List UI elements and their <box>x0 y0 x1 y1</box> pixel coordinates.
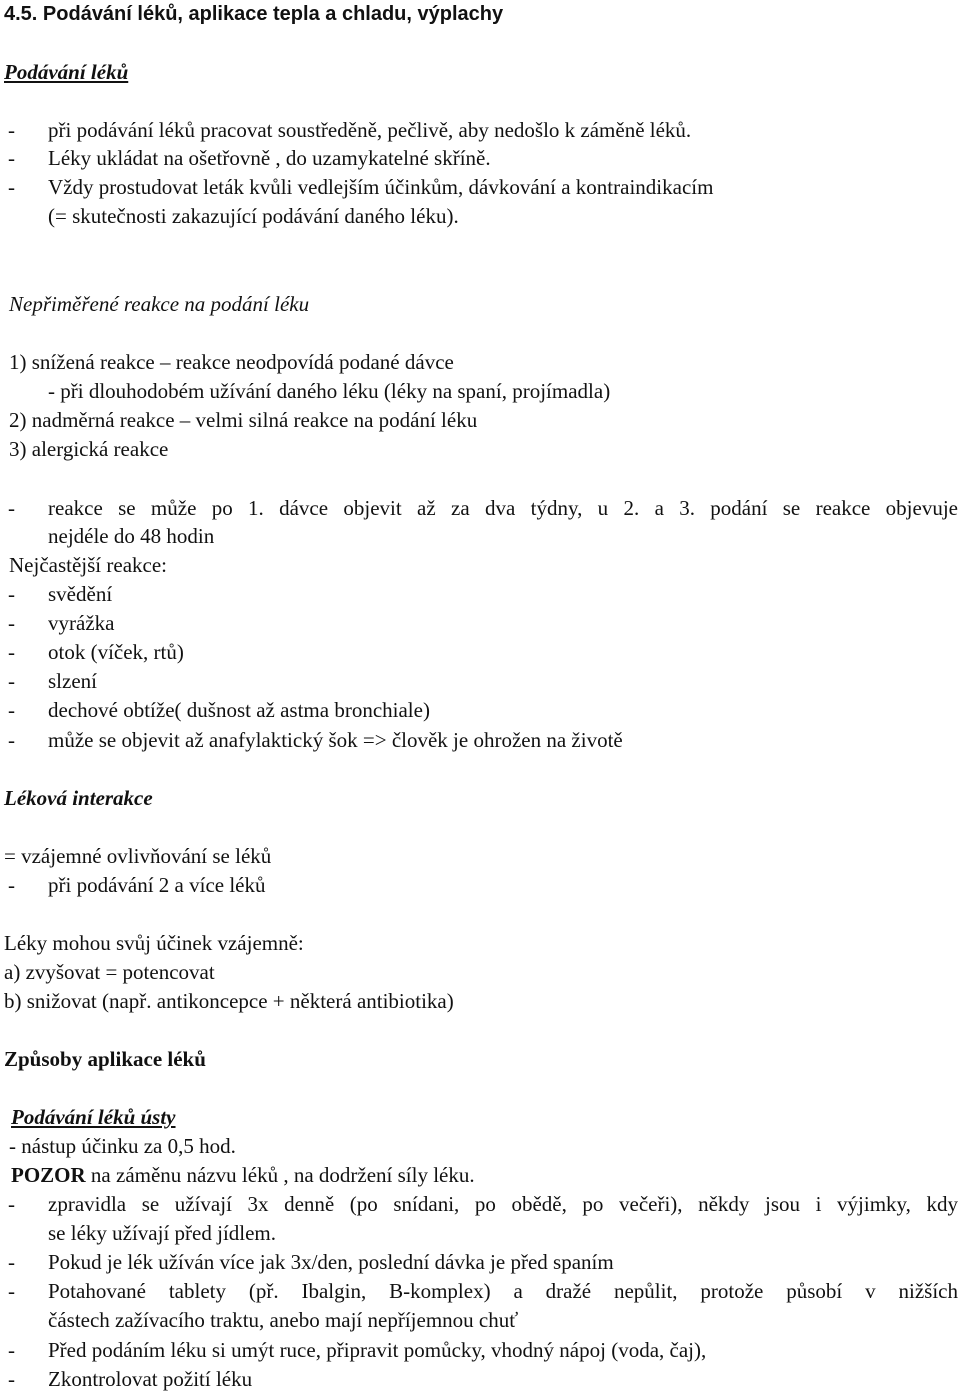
warning-text: na záměnu názvu léků , na dodržení síly léku. <box>85 1163 475 1187</box>
list-item <box>0 1367 960 1391</box>
list-item <box>0 873 960 897</box>
dash-marker: - <box>8 175 15 199</box>
dash-marker: - <box>8 582 15 606</box>
effect-a: a) zvyšovat = potencovat <box>4 960 215 984</box>
list-item-continuation: částech zažívacího traktu, anebo mají nepříjemnou chuť <box>48 1308 519 1332</box>
warning-label: POZOR <box>11 1163 86 1187</box>
effect-b: b) snižovat (např. antikoncepce + některá antibiotika) <box>4 989 454 1013</box>
list-item-text: při podávání léků pracovat soustředěně, pečlivě, aby nedošlo k záměně léků. <box>48 118 692 142</box>
zpusoby-heading: Způsoby aplikace léků <box>4 1047 206 1071</box>
warning-line <box>11 1163 475 1187</box>
list-item-text: může se objevit až anafylaktický šok => člověk je ohrožen na životě <box>48 728 623 752</box>
list-item <box>0 118 960 142</box>
dash-marker: - <box>8 1279 15 1303</box>
list-item <box>0 1338 960 1362</box>
list-item-text: zpravidla se užívají 3x denně (po snídani, po obědě, po večeři), někdy jsou i výjimky, kdy <box>48 1192 958 1216</box>
interakce-definition: = vzájemné ovlivňování se léků <box>4 844 272 868</box>
list-item-text: Potahované tablety (př. Ibalgin, B-komplex) a dražé nepůlit, protože působí v nižších <box>48 1279 958 1303</box>
dash-marker: - <box>8 728 15 752</box>
list-item <box>0 175 960 199</box>
list-item <box>0 1192 960 1216</box>
list-item <box>0 582 960 606</box>
dash-marker: - <box>8 1338 15 1362</box>
dash-marker: - <box>8 1367 15 1391</box>
list-item <box>0 1250 960 1274</box>
list-item-continuation: (= skutečnosti zakazující podávání daného léku). <box>48 204 459 228</box>
onset-line: - nástup účinku za 0,5 hod. <box>9 1134 236 1158</box>
dash-marker: - <box>8 611 15 635</box>
list-item-text: Pokud je lék užíván více jak 3x/den, poslední dávka je před spaním <box>48 1250 614 1274</box>
dash-marker: - <box>8 146 15 170</box>
dash-marker: - <box>8 698 15 722</box>
dash-marker: - <box>8 1192 15 1216</box>
list-item-text: při podávání 2 a více léků <box>48 873 266 897</box>
effect-label: Léky mohou svůj účinek vzájemně: <box>4 931 304 955</box>
list-item-text: otok (víček, rtů) <box>48 640 184 664</box>
list-item <box>0 496 960 520</box>
list-item <box>0 146 960 170</box>
list-item-text: svědění <box>48 582 113 606</box>
section-title: 4.5. Podávání léků, aplikace tepla a chladu, výplachy <box>4 3 504 25</box>
common-reactions-label: Nejčastější reakce: <box>9 553 167 577</box>
reaction-type-1: 1) snížená reakce – reakce neodpovídá podané dávce <box>9 350 454 374</box>
reaction-type-3: 3) alergická reakce <box>9 437 169 461</box>
dash-marker: - <box>8 1250 15 1274</box>
dash-marker: - <box>8 873 15 897</box>
podavani-heading: Podávání léků <box>4 60 129 84</box>
oral-subheading: Podávání léků ústy <box>11 1105 176 1129</box>
list-item-text: slzení <box>48 669 97 693</box>
dash-marker: - <box>8 640 15 664</box>
reaction-type-1-detail: - při dlouhodobém užívání daného léku (léky na spaní, projímadla) <box>48 379 611 403</box>
list-item-text: reakce se může po 1. dávce objevit až za dva týdny, u 2. a 3. podání se reakce objevuje <box>48 496 958 520</box>
list-item-text: Léky ukládat na ošetřovně , do uzamykatelné skříně. <box>48 146 491 170</box>
list-item-text: Zkontrolovat požití léku <box>48 1367 253 1391</box>
dash-marker: - <box>8 118 15 142</box>
list-item <box>0 698 960 722</box>
list-item-text: Před podáním léku si umýt ruce, připravit pomůcky, vhodný nápoj (voda, čaj), <box>48 1338 707 1362</box>
list-item <box>0 640 960 664</box>
list-item <box>0 611 960 635</box>
list-item-text: Vždy prostudovat leták kvůli vedlejším účinkům, dávkování a kontraindikacím <box>48 175 714 199</box>
reaction-type-2: 2) nadměrná reakce – velmi silná reakce na podání léku <box>9 408 478 432</box>
list-item-text: dechové obtíže( dušnost až astma bronchiale) <box>48 698 430 722</box>
list-item-text: vyrážka <box>48 611 115 635</box>
nepr-heading: Nepřiměřené reakce na podání léku <box>9 292 310 316</box>
dash-marker: - <box>8 669 15 693</box>
list-item <box>0 1279 960 1303</box>
dash-marker: - <box>8 496 15 520</box>
list-item <box>0 669 960 693</box>
list-item-continuation: nejdéle do 48 hodin <box>48 524 215 548</box>
interakce-heading: Léková interakce <box>4 786 153 810</box>
list-item-continuation: se léky užívají před jídlem. <box>48 1221 277 1245</box>
list-item <box>0 728 960 752</box>
